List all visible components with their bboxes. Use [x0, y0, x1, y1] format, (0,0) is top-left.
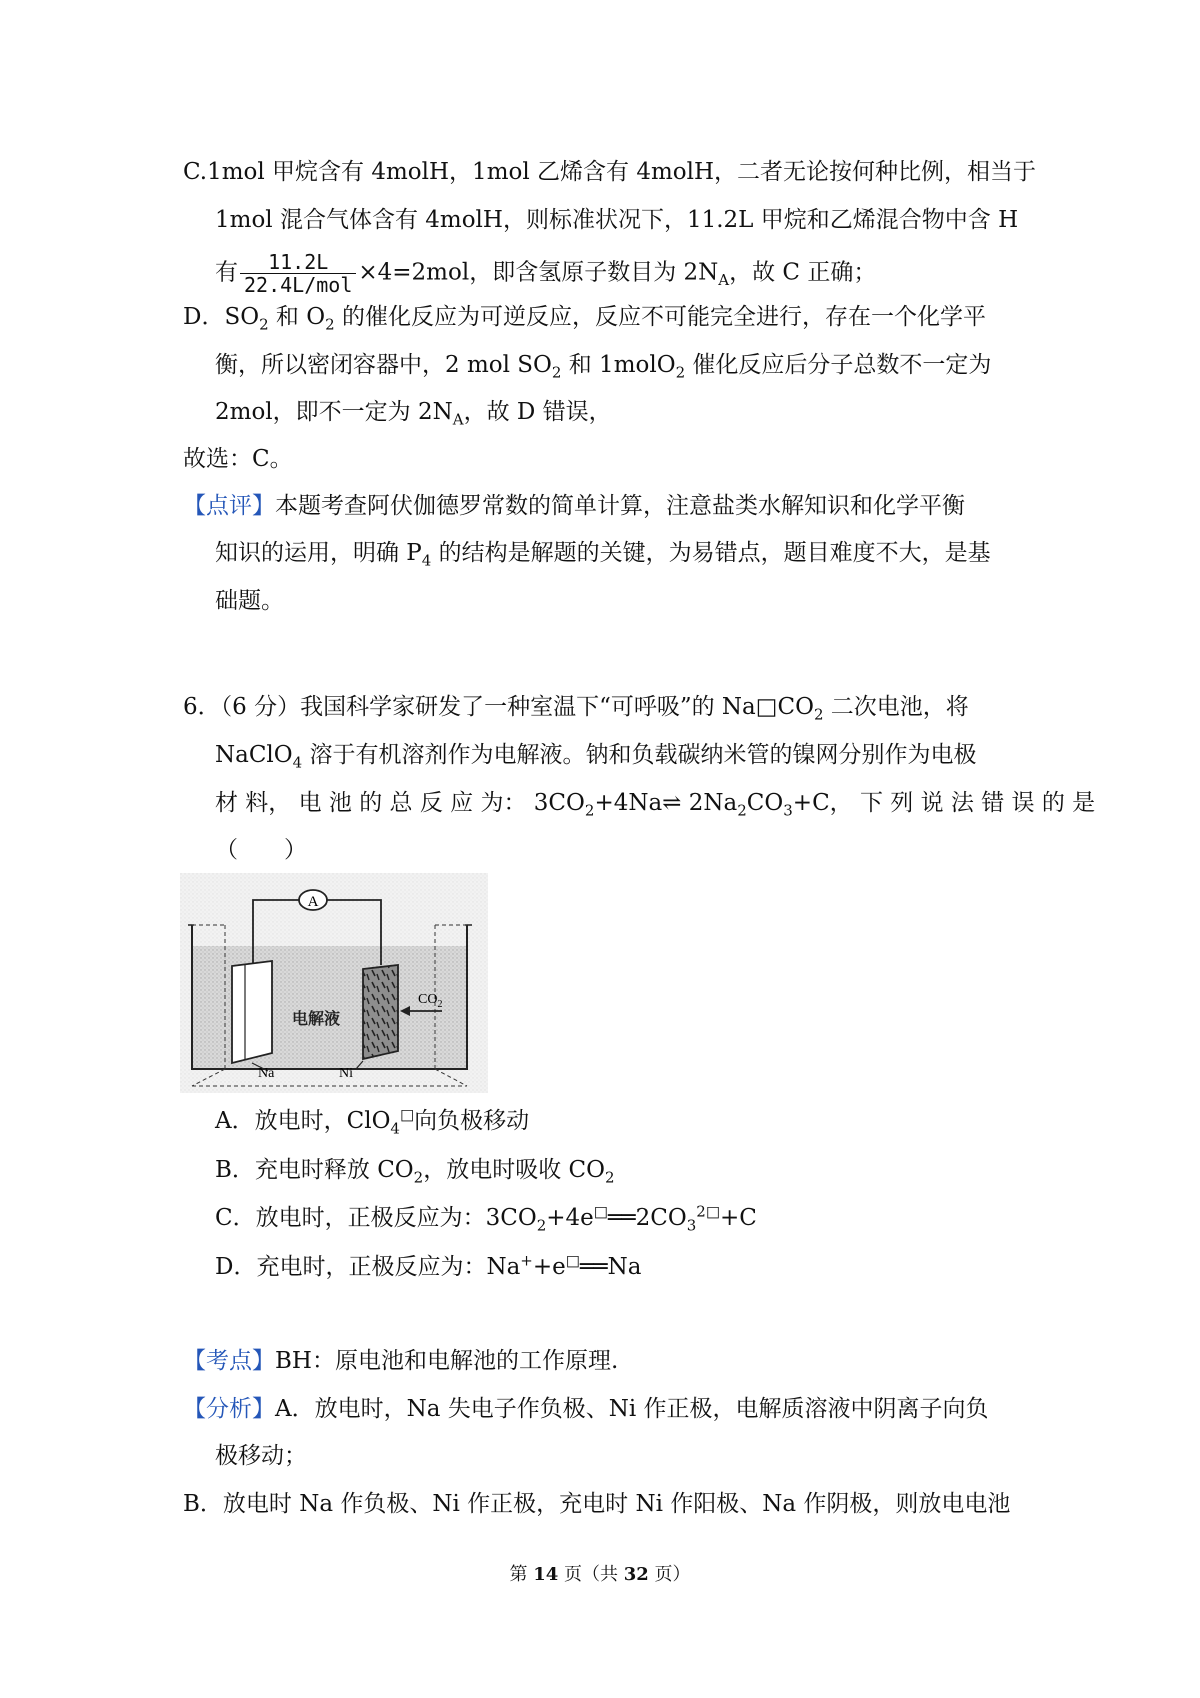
text: C．放电时，正极反应为：3CO [215, 1205, 537, 1231]
text: 衡，所以密闭容器中，2 mol SO [215, 352, 552, 378]
subscript: 4 [390, 1119, 400, 1138]
option-b [215, 1155, 615, 1185]
option-d-line-1 [183, 302, 986, 332]
text: +4Na⇌ 2Na [594, 790, 738, 816]
subscript: 2 [259, 315, 269, 334]
page-footer [0, 1560, 1200, 1586]
fenxi-tag: 【分析】 [183, 1396, 275, 1422]
review-tag: 【点评】 [183, 493, 275, 519]
fenxi-line-1 [183, 1394, 989, 1424]
text: A．放电时，Na 失电子作负极、Ni 作正极，电解质溶液中阴离子向负 [275, 1396, 989, 1422]
option-d-line-2 [215, 350, 991, 380]
na-electrode [232, 961, 272, 1063]
text: 有 [215, 259, 238, 286]
subscript: 2 [325, 315, 335, 334]
option-d [215, 1252, 641, 1282]
page-number: 14 [533, 1564, 559, 1585]
text: 6．（6 分）我国科学家研发了一种室温下“可呼吸”的 Na [183, 694, 756, 720]
fraction-numerator: 11.2L [240, 251, 356, 274]
fraction-denominator: 22.4L/mol [244, 273, 353, 297]
option-c-line-3 [215, 251, 876, 296]
text: B．充电时释放 CO [215, 1157, 414, 1183]
ni-label: Ni [339, 1066, 353, 1081]
text: ，故 D 错误， [463, 399, 612, 425]
text: ══Na [579, 1254, 642, 1280]
question-6-line-2 [215, 740, 977, 770]
subscript: 2 [584, 801, 595, 820]
subscript: 2 [737, 801, 747, 820]
text: 页（共 [558, 1564, 624, 1585]
text: A．放电时，ClO [215, 1108, 391, 1134]
option-d-line-3 [215, 397, 612, 427]
text: D．充电时，正极反应为：Na [215, 1254, 521, 1280]
option-c-line-2: 1mol 混合气体含有 4molH，则标准状况下，11.2L 甲烷和乙烯混合物中含 H [215, 207, 1019, 233]
text: +C [720, 1205, 757, 1231]
subscript: 3 [783, 801, 793, 820]
na-label: Na [258, 1066, 275, 1081]
text: +4e [546, 1205, 594, 1231]
ni-electrode [363, 965, 398, 1059]
text: 2mol，即不一定为 2N [215, 399, 453, 425]
co2-text: CO [418, 992, 438, 1007]
subscript: 4 [292, 753, 303, 772]
kaodian-tag: 【考点】 [183, 1348, 275, 1374]
text: ，故 C 正确； [729, 259, 877, 286]
review-line-2 [215, 538, 991, 568]
option-c-line-1: C.1mol 甲烷含有 4molH，1mol 乙烯含有 4molH，二者无论按何种比例，相当于 [183, 159, 1037, 185]
question-6-line-4: （ ） [215, 837, 307, 863]
subscript: 2 [675, 363, 686, 382]
subscript: 3 [686, 1216, 697, 1235]
subscript: 4 [421, 551, 432, 570]
fraction [240, 251, 356, 296]
text: 材 料， 电 池 的 总 反 应 为： 3CO [215, 790, 585, 816]
text: 二次电池，将 [823, 694, 969, 720]
text: 本题考查阿伏伽德罗常数的简单计算，注意盐类水解知识和化学平衡 [275, 493, 965, 519]
superscript: □ [593, 1202, 608, 1221]
text: ══2CO [607, 1205, 687, 1231]
review-line-3: 础题。 [215, 588, 284, 614]
text: 和 1molO [561, 352, 676, 378]
battery-diagram-svg [180, 873, 488, 1093]
superscript: □ [565, 1251, 580, 1270]
superscript: □ [399, 1105, 415, 1124]
text: ×4=2mol，即含氢原子数目为 2N [358, 259, 719, 286]
text: 向负极移动 [414, 1108, 530, 1134]
text: ，放电时吸收 CO [423, 1157, 605, 1183]
fenxi-line-2: 极移动； [215, 1443, 307, 1469]
total-pages: 32 [623, 1564, 649, 1585]
option-c [215, 1203, 757, 1233]
subscript: 2 [551, 363, 562, 382]
subscript: 2 [604, 1168, 615, 1187]
subscript: 2 [813, 705, 824, 724]
text: D．SO [183, 304, 260, 330]
co2-subscript: 2 [437, 999, 443, 1010]
text: 知识的运用，明确 P [215, 540, 422, 566]
text: 的结构是解题的关键，为易错点，题目难度不大，是基 [431, 540, 991, 566]
fenxi-line-3: B．放电时 Na 作负极、Ni 作正极，充电时 Ni 作阳极、Na 作阴极，则放电电池 [183, 1491, 1011, 1517]
electrolyte-label: 电解液 [292, 1009, 341, 1028]
text: CO [777, 694, 814, 720]
text: 第 [509, 1564, 534, 1585]
subscript: A [452, 410, 464, 429]
text: NaClO [215, 742, 293, 768]
text: CO [746, 790, 784, 816]
kaodian-line [183, 1346, 618, 1376]
option-a [215, 1106, 529, 1136]
text: +C， 下 列 说 法 错 误 的 是 [792, 790, 1096, 816]
superscript: + [520, 1251, 533, 1270]
ammeter-label: A [307, 894, 319, 910]
question-6-line-1 [183, 692, 969, 722]
superscript: 2□ [696, 1202, 721, 1221]
text: 页） [648, 1564, 691, 1585]
review-line-1 [183, 491, 965, 521]
subscript: 2 [536, 1216, 547, 1235]
text: 和 O [268, 304, 326, 330]
subscript: A [718, 271, 730, 290]
question-6-line-3 [215, 788, 1095, 818]
battery-diagram [180, 873, 488, 1093]
text: 催化反应后分子总数不一定为 [685, 352, 992, 378]
text: 的催化反应为可逆反应，反应不可能完全进行，存在一个化学平 [334, 304, 986, 330]
text: BH：原电池和电解池的工作原理. [275, 1348, 619, 1374]
text: +e [532, 1254, 566, 1280]
missing-glyph: □ [755, 694, 778, 720]
text: 溶于有机溶剂作为电解液。钠和负载碳纳米管的镍网分别作为电极 [302, 742, 977, 768]
subscript: 2 [413, 1168, 424, 1187]
answer-line: 故选：C。 [183, 446, 293, 472]
